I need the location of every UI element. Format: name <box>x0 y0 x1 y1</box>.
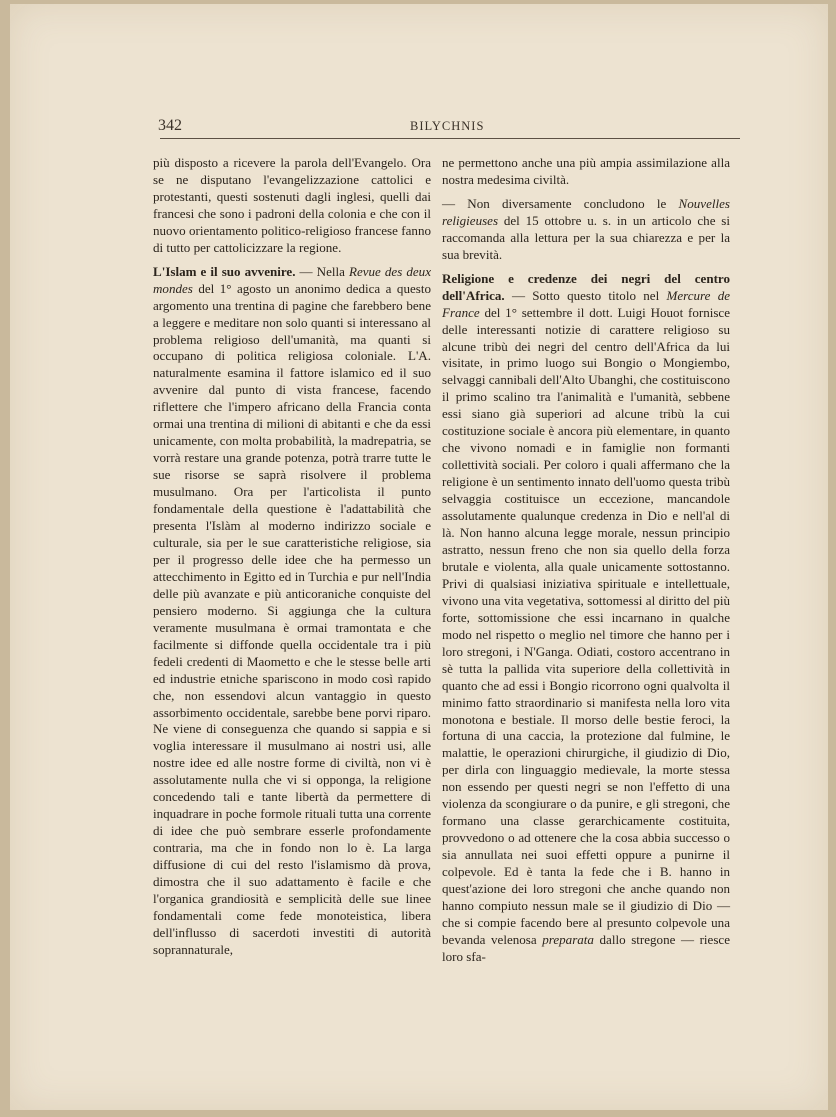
text-run: del 1° agosto un anonimo dedica a questo argomento una trentina di pagine che farebbero bene a leggere e meditare non solo quanti si interessano al problema religioso dell'umanità, ma quanti si occupano di politica religiosa coloniale. L'A. naturalmente esamina il fattore islamico ed il suo avvenire dal punto di vista francese, facendo riflettere che l'impero africano della Francia conta ormai una trentina di milioni di abitanti e che da essi unicamente, con molta probabilità, la madrepatria, se vorrà restare una grande potenza, potrà trarre tutte le sue risorse se saprà risolvere il problema musulmano. Ora per l'articolista il punto fondamentale della questione è l'adattabilità che presenta l'Islàm al moderno indirizzo sociale e culturale, sia per le sue caratteristiche religiose, sia per il progresso delle idee che ha permesso un attecchimento in Egitto ed in Turchia e pur nell'India delle più avanzate e più anticoraniche conquiste del pensiero moderno. Si aggiunga che la cultura veramente musulmana è ormai tramontata e che facilmente si diffonde quella occidentale tra i più fedeli credenti di Maometto e che le stesse belle arti ed industrie etniche spariscono in modo così rapido che, non essendovi alcun vantaggio in questo assorbimento occidentale, sarebbe bene porvi riparo. Ne viene di conseguenza che quando si sappia e si voglia interessare il musulmano ai nostri usi, alle nostre idee ed alle nostre forme di civiltà, non vi è assolutamente nulla che vi si opponga, la religione concedendo tali e tante libertà da permettere di inquadrare in poche formole rituali tutta una corrente di idee che può sembrare esserle profondamente contraria, ma che in fondo non lo è. La larga diffusione di cui del resto l'islamismo dà prova, dimostra che il suo adattamento è facile e che l'organica grandiosità e semplicità delle sue linee fondamentali come fede monoteistica, libera dell'influsso di sacerdoti investiti di autorità soprannaturale, <box>153 280 431 957</box>
paragraph-nouvelles <box>442 196 730 264</box>
text-run: — Nella <box>295 263 349 279</box>
text-run: del 1° settembre il dott. Luigi Houot fornisce delle interessanti notizie di carattere religioso su alcune tribù dei negri del centro dell'Africa da lui visitate, in primo luogo sui Bongio o Mongiembo, selvaggi cannibali dell'Alto Ubanghi, che costituiscono il primo scalino tra l'animalità e l'umanità, sebbene essi siano già superiori ad alcune tribù la cui costituzione sociale è ancora più elementare, in quanto che vivono nomadi e in famiglie non formanti collettività sociali. Per coloro i quali affermano che la religione è un sentimento innato dell'uomo questa tribù selvaggia costituisce un eccezione, mancandole assolutamente qualunque credenza in Dio e nell'al di là. Non hanno alcuna legge morale, nessun principio astratto, nessun freno che non sia quello della forza brutale e violenta, alla quale unicamente sottostanno. Privi di qualsiasi iniziativa spirituale e intellettuale, vivono una vita vegetativa, sottomessi al diritto del più forte, sottomissione che essi incarnano in qualche modo nel rispetto o meglio nel timore che hanno per i loro stregoni, i N'Ganga. Odiati, costoro accentrano in sè tutta la pallida vita superiore della collettività in quanto che ad essi i Bongio ricorrono ogni qualvolta il minimo fatto straordinario si manifesta nella loro vita monotona e bestiale. Il morso delle bestie feroci, la fortuna di una caccia, la protezione dal fulmine, le malattie, le operazioni chirurgiche, il giudizio di Dio, per dirla con linguaggio medievale, la morte stessa non essendo per questi negri se non l'effetto di una violenza da scongiurare o da punire, e gli stregoni, che formano una classe gerarchicamente costituita, provvedono o ad ottenere che la cosa abbia successo o sia annullata nei suoi effetti oppure a punirne il colpevole. Ed è tanta la fede che i B. hanno in quest'azione dei loro stregoni che anche quando non hanno compiuto nessun male se il giudizio di Dio — che si compie facendo bere al presunto colpevole una bevanda velenosa <box>442 304 730 947</box>
header-rule <box>160 138 740 139</box>
text-run: — Sotto questo titolo nel <box>504 287 667 303</box>
page-number: 342 <box>158 117 182 134</box>
journal-title: Nouvelles religieuses <box>442 195 730 228</box>
paragraph-islam <box>153 264 431 959</box>
section-heading-religione: Religione e credenze dei negri del centro dell'Africa. <box>442 270 730 303</box>
paragraph-religion-negri <box>442 271 730 966</box>
paragraph-evangelization: più disposto a ricevere la parola dell'Evangelo. Ora se ne disputano l'evangelizzazione cattolici e protestanti, questi sostenuti dagli inglesi, quelli dai francesi che sono i padroni della colonia e che con il nuovo orientamento politico-religioso francese fanno di tutto per cattolicizzare la regione. <box>153 155 431 255</box>
journal-title: Mercure de France <box>442 287 731 320</box>
right-column <box>442 155 730 966</box>
paragraph-continuation: ne permettono anche una più ampia assimilazione alla nostra medesima civiltà. <box>442 155 730 187</box>
text-run: — Non diversamente concludono le <box>442 195 679 211</box>
section-heading-islam: L'Islam e il suo avvenire. <box>153 263 296 279</box>
running-title: BILYCHNIS <box>410 119 485 133</box>
journal-title: Revue des deux mondes <box>153 263 431 296</box>
text-run: dallo stregone — riesce loro sfa- <box>442 931 730 964</box>
emphasis-word: preparata <box>542 931 594 947</box>
left-column <box>153 155 431 959</box>
text-run: del 15 ottobre u. s. in un articolo che si raccomanda alla lettura per la sua chiarezza e per la sua brevità. <box>442 212 730 262</box>
